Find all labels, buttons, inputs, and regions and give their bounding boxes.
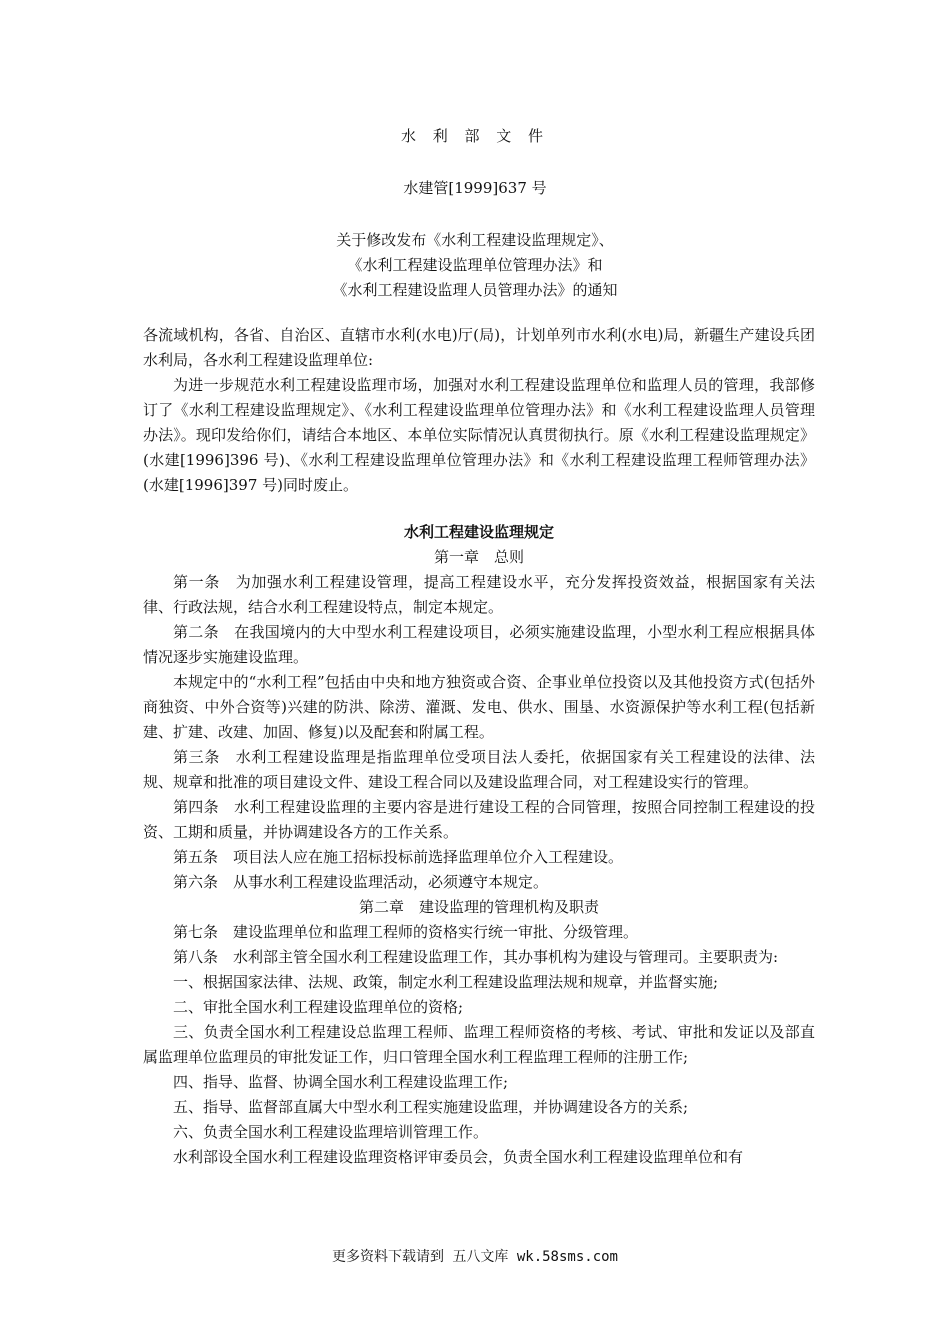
article-paragraph: 第五条 项目法人应在施工招标投标前选择监理单位介入工程建设。 <box>173 848 624 866</box>
article-paragraph: 第八条 水利部主管全国水利工程建设监理工作，其办事机构为建设与管理司。主要职责为: <box>173 948 779 966</box>
article-paragraph: 本规定中的“水利工程”包括由中央和地方独资或合资、企事业单位投资以及其他投资方式(包括外商独资、中外合资等)兴建的防洪、除涝、灌溉、发电、供水、围垦、水资源保护等水利工程(包括新建、扩建、改建、加固、修复)以及配套和附属工程。 <box>143 673 815 741</box>
article-paragraph: 第七条 建设监理单位和监理工程师的资格实行统一审批、分级管理。 <box>173 923 639 941</box>
article-paragraph: 第六条 从事水利工程建设监理活动，必须遵守本规定。 <box>173 873 549 891</box>
notice-title <box>0 228 950 303</box>
notice-title-line: 《水利工程建设监理人员管理办法》的通知 <box>332 281 618 299</box>
document-number: 水建管[1999]637 号 <box>403 179 547 197</box>
duty-item: 二、审批全国水利工程建设监理单位的资格; <box>173 998 464 1016</box>
article-paragraph: 水利部设全国水利工程建设监理资格评审委员会，负责全国水利工程建设监理单位和有 <box>173 1148 744 1166</box>
duty-item: 一、根据国家法律、法规、政策，制定水利工程建设监理法规和规章，并监督实施; <box>173 973 719 991</box>
agency-header: 水 利 部 文 件 <box>400 127 550 145</box>
article-paragraph: 第二条 在我国境内的大中型水利工程建设项目，必须实施建设监理，小型水利工程应根据具体情况逐步实施建设监理。 <box>143 623 815 666</box>
notice-title-line: 《水利工程建设监理单位管理办法》和 <box>347 256 603 274</box>
document-body <box>143 323 815 1170</box>
article-paragraph: 第三条 水利工程建设监理是指监理单位受项目法人委托，依据国家有关工程建设的法律、法规、规章和批准的项目建设文件、建设工程合同以及建设监理合同，对工程建设实行的管理。 <box>143 748 815 791</box>
article-paragraph: 第一条 为加强水利工程建设管理，提高工程建设水平，充分发挥投资效益，根据国家有关法律、行政法规，结合水利工程建设特点，制定本规定。 <box>143 573 815 616</box>
notice-title-line: 关于修改发布《水利工程建设监理规定》、 <box>336 231 614 249</box>
duty-item: 五、指导、监督部直属大中型水利工程实施建设监理，并协调建设各方的关系; <box>173 1098 689 1116</box>
addressee-paragraph: 各流域机构，各省、自治区、直辖市水利(水电)厅(局)，计划单列市水利(水电)局，新疆生产建设兵团水利局，各水利工程建设监理单位: <box>143 326 815 369</box>
chapter-heading: 第一章 总则 <box>433 548 524 566</box>
footer-download-link[interactable]: 更多资料下载请到 五八文库 wk.58sms.com <box>331 1249 618 1265</box>
duty-item: 六、负责全国水利工程建设监理培训管理工作。 <box>173 1123 489 1141</box>
duty-item: 三、负责全国水利工程建设总监理工程师、监理工程师资格的考核、考试、审批和发证以及部直属监理单位监理员的审批发证工作，归口管理全国水利工程监理工程师的注册工作; <box>143 1023 815 1066</box>
notice-body-paragraph: 为进一步规范水利工程建设监理市场，加强对水利工程建设监理单位和监理人员的管理，我部修订了《水利工程建设监理规定》、《水利工程建设监理单位管理办法》和《水利工程建设监理人员管理办法》。现印发给你们，请结合本地区、本单位实际情况认真贯彻执行。原《水利工程建设监理规定》(水建[1996]396 号)、《水利工程建设监理单位管理办法》和《水利工程建设监理工程师管理办法》(水建[1996]397 号)同时废止。 <box>143 376 815 494</box>
article-paragraph: 第四条 水利工程建设监理的主要内容是进行建设工程的合同管理，按照合同控制工程建设的投资、工期和质量，并协调建设各方的工作关系。 <box>143 798 815 841</box>
regulation-title: 水利工程建设监理规定 <box>403 523 554 541</box>
chapter-heading: 第二章 建设监理的管理机构及职责 <box>358 898 599 916</box>
duty-item: 四、指导、监督、协调全国水利工程建设监理工作; <box>173 1073 509 1091</box>
